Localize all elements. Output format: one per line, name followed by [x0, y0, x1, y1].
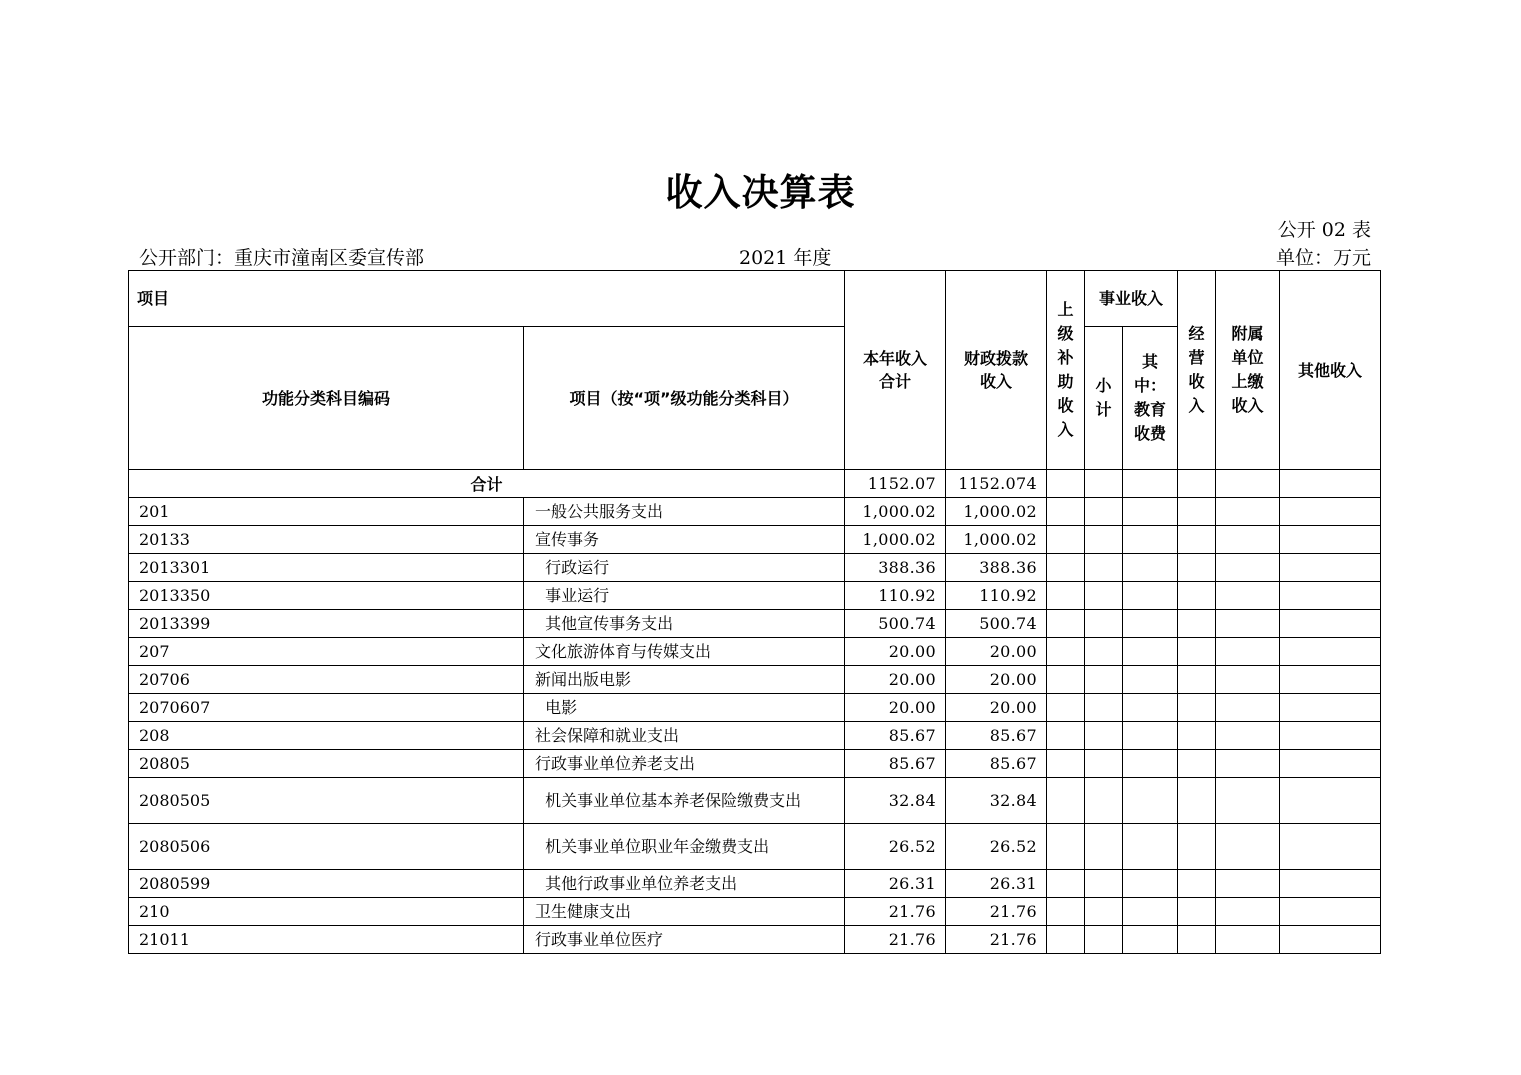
row-fiscal: 26.52 — [946, 824, 1047, 870]
row-name: 机关事业单位职业年金缴费支出 — [524, 824, 845, 870]
header-code: 功能分类科目编码 — [129, 327, 524, 470]
row-total-income: 1,000.02 — [845, 526, 946, 554]
empty-cell — [1123, 722, 1178, 750]
row-total-income: 85.67 — [845, 722, 946, 750]
empty-cell — [1047, 778, 1085, 824]
empty-cell — [1280, 582, 1381, 610]
row-fiscal: 388.36 — [946, 554, 1047, 582]
table-row — [129, 610, 1381, 638]
empty-cell — [1280, 824, 1381, 870]
empty-cell — [1216, 666, 1280, 694]
table-row — [129, 722, 1381, 750]
empty-cell — [1085, 750, 1123, 778]
table-row — [129, 638, 1381, 666]
row-fiscal: 85.67 — [946, 750, 1047, 778]
empty-cell — [1178, 870, 1216, 898]
empty-cell — [1280, 750, 1381, 778]
row-name: 行政事业单位养老支出 — [524, 750, 845, 778]
empty-cell — [1123, 526, 1178, 554]
header-total-income: 本年收入 合计 — [845, 271, 946, 470]
empty-cell — [1123, 898, 1178, 926]
row-total-income: 110.92 — [845, 582, 946, 610]
empty-cell — [1280, 926, 1381, 954]
empty-cell — [1047, 824, 1085, 870]
row-name: 社会保障和就业支出 — [524, 722, 845, 750]
row-code: 208 — [129, 722, 524, 750]
header-other-income: 其他收入 — [1280, 271, 1381, 470]
header-subtotal: 小 计 — [1085, 327, 1123, 470]
row-code: 2080506 — [129, 824, 524, 870]
row-total-income: 1,000.02 — [845, 498, 946, 526]
empty-cell — [1085, 498, 1123, 526]
empty-cell — [1123, 638, 1178, 666]
empty-cell — [1216, 638, 1280, 666]
empty-cell — [1123, 694, 1178, 722]
empty-cell — [1085, 554, 1123, 582]
row-total-income: 32.84 — [845, 778, 946, 824]
row-name: 新闻出版电影 — [524, 666, 845, 694]
row-code: 2013350 — [129, 582, 524, 610]
table-number: 公开 02 表 — [1277, 219, 1371, 241]
empty-cell — [1216, 694, 1280, 722]
table-row — [129, 498, 1381, 526]
empty-cell — [1047, 498, 1085, 526]
total-label: 合计 — [129, 470, 845, 498]
empty-cell — [1178, 722, 1216, 750]
row-name: 机关事业单位基本养老保险缴费支出 — [524, 778, 845, 824]
empty-cell — [1216, 750, 1280, 778]
empty-cell — [1047, 926, 1085, 954]
row-code: 20133 — [129, 526, 524, 554]
empty-cell — [1047, 610, 1085, 638]
row-total-income: 21.76 — [845, 898, 946, 926]
empty-cell — [1085, 778, 1123, 824]
empty-cell — [1123, 824, 1178, 870]
empty-cell — [1280, 778, 1381, 824]
table-row — [129, 750, 1381, 778]
empty-cell — [1047, 694, 1085, 722]
empty-cell — [1216, 498, 1280, 526]
row-total-income: 388.36 — [845, 554, 946, 582]
empty-cell — [1216, 582, 1280, 610]
row-code: 2080505 — [129, 778, 524, 824]
empty-cell — [1085, 824, 1123, 870]
empty-cell — [1085, 926, 1123, 954]
row-total-income: 20.00 — [845, 694, 946, 722]
table-row — [129, 898, 1381, 926]
row-name: 行政运行 — [524, 554, 845, 582]
header-item-name: 项目（按“项”级功能分类科目） — [524, 327, 845, 470]
header-superior-subsidy: 上 级 补 助 收 入 — [1047, 271, 1085, 470]
empty-cell — [1085, 870, 1123, 898]
empty-cell — [1047, 898, 1085, 926]
empty-cell — [1047, 526, 1085, 554]
table-row — [129, 824, 1381, 870]
row-code: 20706 — [129, 666, 524, 694]
empty-cell — [1047, 870, 1085, 898]
row-code: 2080599 — [129, 870, 524, 898]
table-body — [129, 470, 1381, 498]
empty-cell — [1085, 638, 1123, 666]
empty-cell — [1178, 582, 1216, 610]
page-title: 收入决算表 — [665, 171, 856, 214]
row-fiscal: 26.31 — [946, 870, 1047, 898]
empty-cell — [1178, 666, 1216, 694]
table-row — [129, 666, 1381, 694]
empty-cell — [1178, 926, 1216, 954]
empty-cell — [1280, 694, 1381, 722]
row-fiscal: 500.74 — [946, 610, 1047, 638]
empty-cell — [1047, 722, 1085, 750]
empty-cell — [1123, 666, 1178, 694]
empty-cell — [1280, 498, 1381, 526]
empty-cell — [1178, 694, 1216, 722]
row-total-income: 20.00 — [845, 638, 946, 666]
row-fiscal: 32.84 — [946, 778, 1047, 824]
row-name: 一般公共服务支出 — [524, 498, 845, 526]
empty-cell — [1280, 554, 1381, 582]
empty-cell — [1123, 582, 1178, 610]
empty-cell — [1123, 926, 1178, 954]
empty-cell — [1047, 666, 1085, 694]
row-code: 2013301 — [129, 554, 524, 582]
empty-cell — [1280, 638, 1381, 666]
empty-cell — [1178, 824, 1216, 870]
row-fiscal: 110.92 — [946, 582, 1047, 610]
row-name: 其他宣传事务支出 — [524, 610, 845, 638]
row-code: 2070607 — [129, 694, 524, 722]
table-row — [129, 694, 1381, 722]
header-project: 项目 — [129, 271, 845, 327]
empty-cell — [1280, 526, 1381, 554]
row-fiscal: 1,000.02 — [946, 526, 1047, 554]
total-row — [129, 470, 1381, 498]
row-code: 210 — [129, 898, 524, 926]
empty-cell — [1280, 666, 1381, 694]
header-affiliated-income: 附属 单位 上缴 收入 — [1216, 271, 1280, 470]
row-fiscal: 21.76 — [946, 898, 1047, 926]
empty-cell — [1085, 694, 1123, 722]
table-row — [129, 526, 1381, 554]
row-name: 宣传事务 — [524, 526, 845, 554]
empty-cell — [1123, 750, 1178, 778]
empty-cell — [1085, 722, 1123, 750]
header-operating-income: 经 营 收 入 — [1178, 271, 1216, 470]
empty-cell — [1216, 926, 1280, 954]
empty-cell — [1178, 526, 1216, 554]
empty-cell — [1178, 498, 1216, 526]
empty-cell — [1123, 610, 1178, 638]
row-fiscal: 1,000.02 — [946, 498, 1047, 526]
empty-cell — [1178, 638, 1216, 666]
row-code: 20805 — [129, 750, 524, 778]
empty-cell — [1280, 898, 1381, 926]
row-total-income: 26.52 — [845, 824, 946, 870]
row-total-income: 500.74 — [845, 610, 946, 638]
empty-cell — [1216, 526, 1280, 554]
total-fiscal-value: 1152.074 — [946, 470, 1047, 498]
empty-cell — [1047, 582, 1085, 610]
data-rows — [129, 498, 1381, 954]
row-name: 其他行政事业单位养老支出 — [524, 870, 845, 898]
empty-cell — [1047, 638, 1085, 666]
empty-cell — [1085, 898, 1123, 926]
empty-cell — [1216, 824, 1280, 870]
empty-cell — [1085, 666, 1123, 694]
department-label: 公开部门：重庆市潼南区委宣传部 — [139, 247, 425, 269]
header-fiscal: 财政拨款 收入 — [946, 271, 1047, 470]
empty-cell — [1216, 870, 1280, 898]
empty-cell — [1178, 898, 1216, 926]
row-name: 事业运行 — [524, 582, 845, 610]
row-name: 文化旅游体育与传媒支出 — [524, 638, 845, 666]
empty-cell — [1123, 870, 1178, 898]
table-row — [129, 582, 1381, 610]
empty-cell — [1216, 778, 1280, 824]
total-income-value: 1152.07 — [845, 470, 946, 498]
row-code: 2013399 — [129, 610, 524, 638]
row-fiscal: 20.00 — [946, 694, 1047, 722]
empty-cell — [1216, 610, 1280, 638]
empty-cell — [1216, 722, 1280, 750]
empty-cell — [1047, 750, 1085, 778]
table-row — [129, 554, 1381, 582]
empty-cell — [1047, 554, 1085, 582]
table-row — [129, 870, 1381, 898]
row-total-income: 20.00 — [845, 666, 946, 694]
row-name: 行政事业单位医疗 — [524, 926, 845, 954]
income-table — [128, 270, 1381, 954]
empty-cell — [1178, 554, 1216, 582]
row-code: 207 — [129, 638, 524, 666]
empty-cell — [1085, 610, 1123, 638]
empty-cell — [1085, 582, 1123, 610]
header-education-fee: 其 中： 教育 收费 — [1123, 327, 1178, 470]
empty-cell — [1123, 498, 1178, 526]
row-name: 卫生健康支出 — [524, 898, 845, 926]
empty-cell — [1123, 554, 1178, 582]
table-row — [129, 778, 1381, 824]
empty-cell — [1178, 750, 1216, 778]
row-fiscal: 20.00 — [946, 666, 1047, 694]
fiscal-year: 2021 年度 — [739, 247, 832, 269]
empty-cell — [1178, 778, 1216, 824]
unit-label: 单位：万元 — [1275, 247, 1371, 269]
row-code: 21011 — [129, 926, 524, 954]
header-business-income: 事业收入 — [1085, 271, 1178, 327]
empty-cell — [1280, 870, 1381, 898]
empty-cell — [1280, 722, 1381, 750]
row-total-income: 21.76 — [845, 926, 946, 954]
table-header — [129, 271, 1381, 470]
empty-cell — [1216, 554, 1280, 582]
empty-cell — [1216, 898, 1280, 926]
row-fiscal: 85.67 — [946, 722, 1047, 750]
row-fiscal: 20.00 — [946, 638, 1047, 666]
row-code: 201 — [129, 498, 524, 526]
row-total-income: 85.67 — [845, 750, 946, 778]
empty-cell — [1178, 610, 1216, 638]
empty-cell — [1123, 778, 1178, 824]
empty-cell — [1280, 610, 1381, 638]
row-fiscal: 21.76 — [946, 926, 1047, 954]
row-name: 电影 — [524, 694, 845, 722]
empty-cell — [1085, 526, 1123, 554]
row-total-income: 26.31 — [845, 870, 946, 898]
table-row — [129, 926, 1381, 954]
